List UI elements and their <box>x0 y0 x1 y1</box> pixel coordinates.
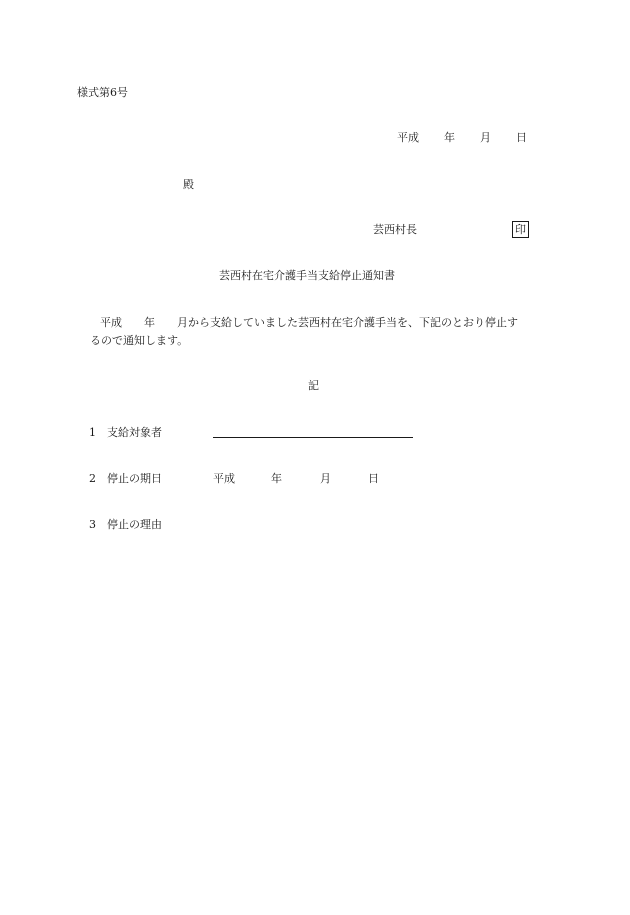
item-number: 2 <box>89 472 96 485</box>
stop-date-day-label: 日 <box>368 472 379 485</box>
recipient-underline <box>213 437 413 438</box>
date-month-label: 月 <box>480 131 491 144</box>
item-number: 3 <box>89 518 96 531</box>
stop-date-year-label: 年 <box>271 472 282 485</box>
item-label: 支給対象者 <box>107 426 162 439</box>
document-title: 芸西村在宅介護手当支給停止通知書 <box>219 269 395 282</box>
item-number: 1 <box>89 426 96 439</box>
stop-date-month-label: 月 <box>320 472 331 485</box>
form-number: 様式第6号 <box>77 86 128 99</box>
sender-title: 芸西村長 <box>373 223 417 236</box>
item-label: 停止の期日 <box>107 472 162 485</box>
addressee-honorific: 殿 <box>183 178 194 191</box>
body-text-line: るので通知します。 <box>90 334 189 347</box>
ki-heading: 記 <box>308 379 319 392</box>
seal-stamp: 印 <box>512 221 529 238</box>
date-day-label: 日 <box>516 131 527 144</box>
item-label: 停止の理由 <box>107 518 162 531</box>
body-text-line: 平成 年 月から支給していました芸西村在宅介護手当を、下記のとおり停止す <box>100 316 518 329</box>
date-year-label: 年 <box>444 131 455 144</box>
date-era: 平成 <box>397 131 419 144</box>
stop-date-era: 平成 <box>213 472 235 485</box>
